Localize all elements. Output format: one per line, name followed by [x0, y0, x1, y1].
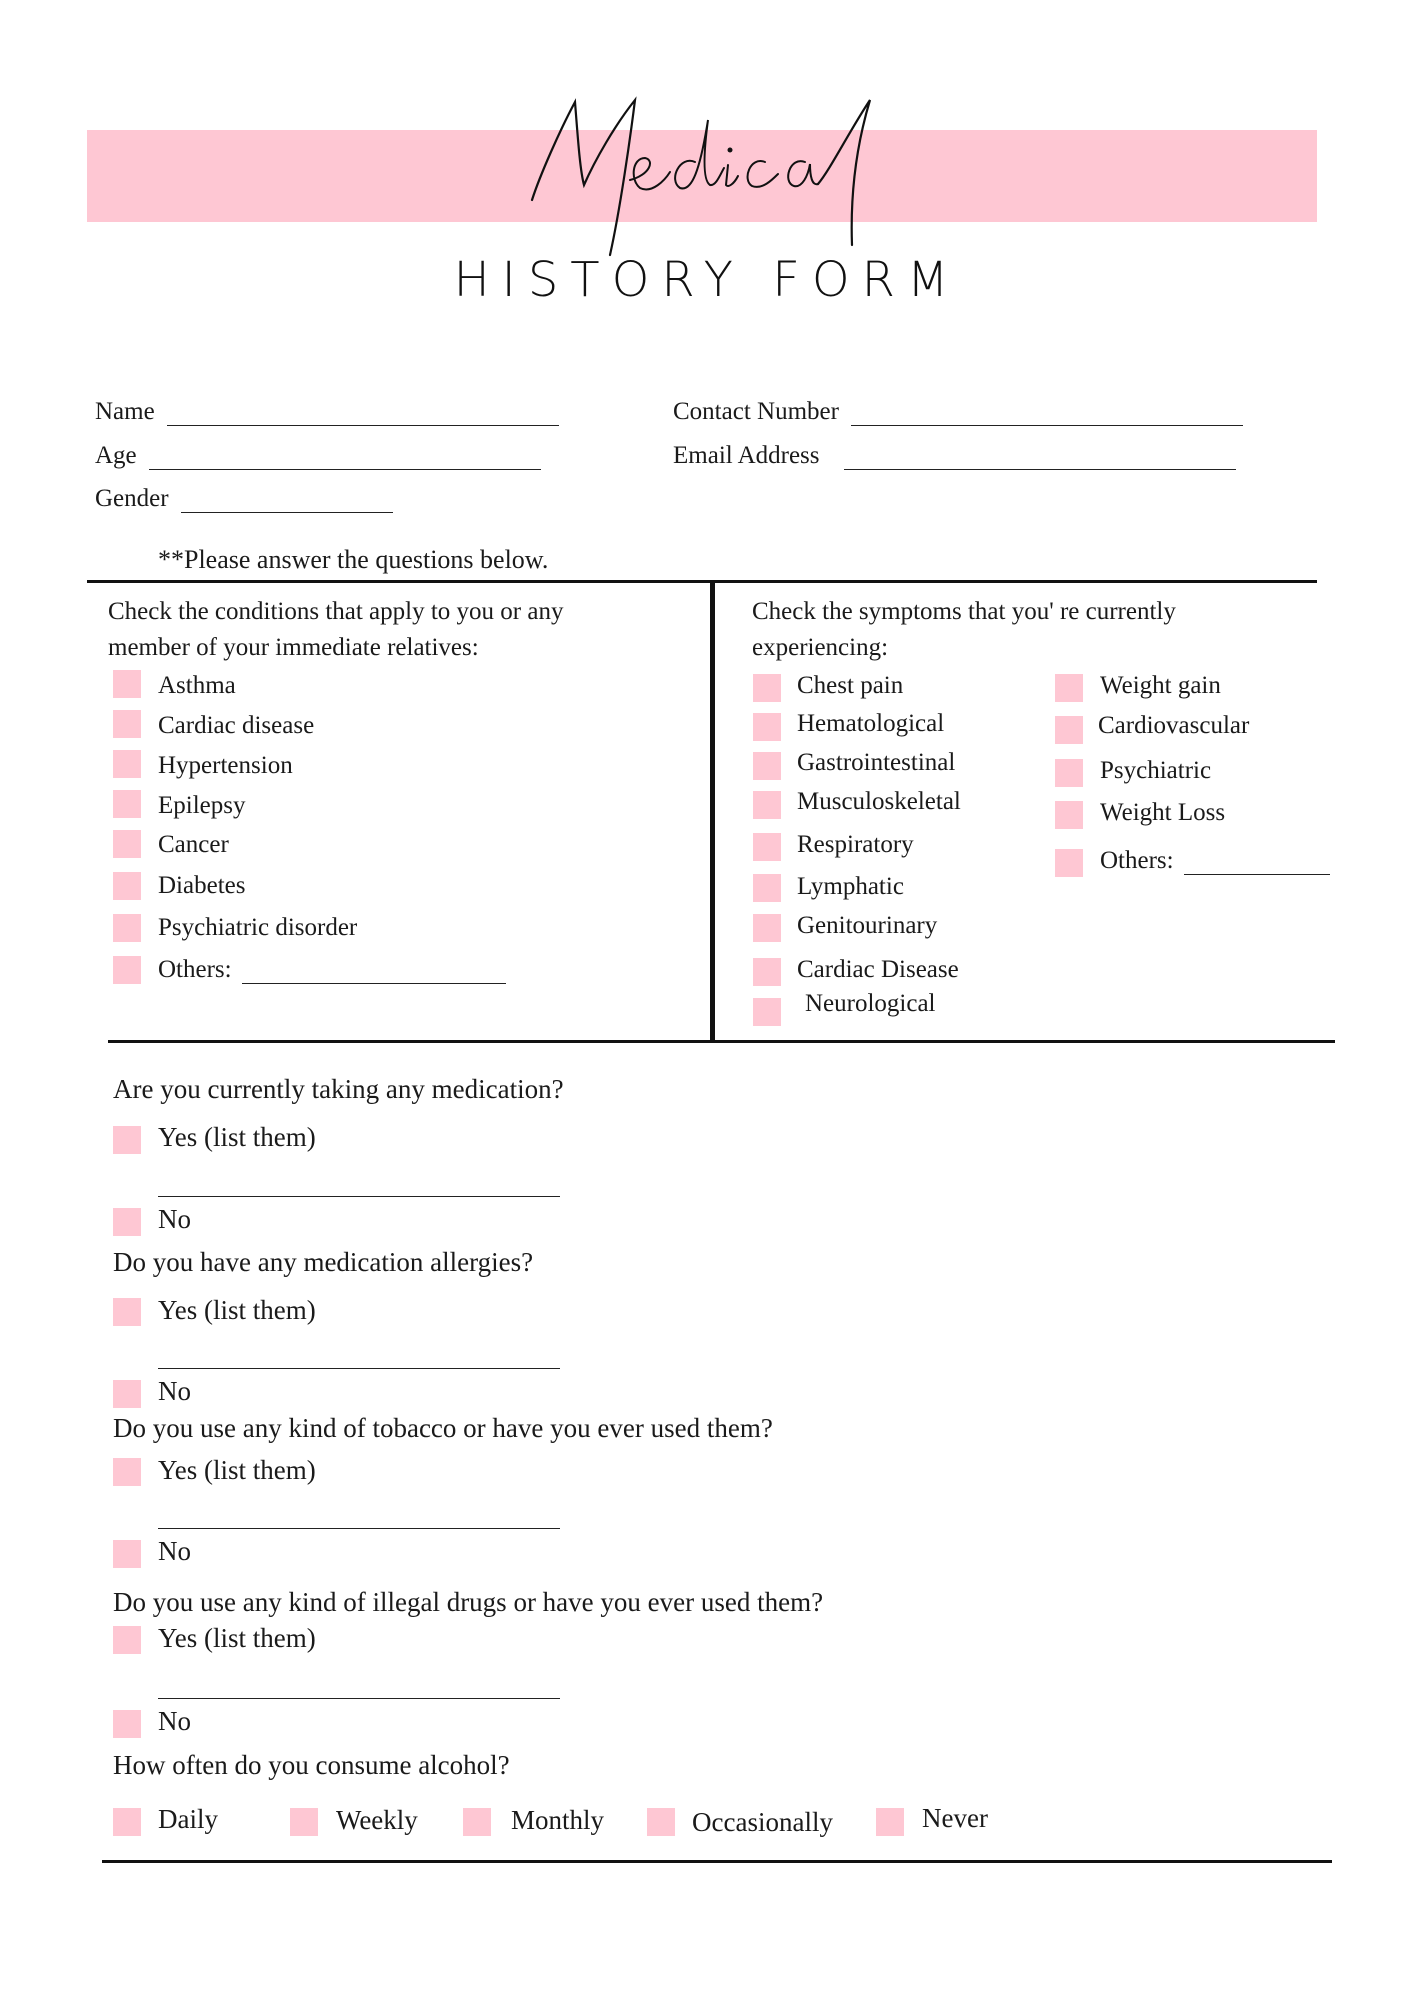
alcohol-option-label: Weekly [336, 1805, 418, 1835]
checkbox-psychiatric[interactable] [1055, 759, 1083, 787]
instruction-text: **Please answer the questions below. [158, 545, 549, 574]
option-no-label: No [158, 1204, 191, 1234]
option-no-label: No [158, 1706, 191, 1736]
question-tobacco: Do you use any kind of tobacco or have you ever used them? [113, 1413, 773, 1443]
alcohol-option-label: Daily [158, 1804, 218, 1834]
symptom-label: Gastrointestinal [797, 749, 956, 776]
checkbox-musculoskeletal[interactable] [753, 791, 781, 819]
name-label: Name [95, 398, 155, 425]
checkbox-drugs-no[interactable] [113, 1710, 141, 1738]
checkbox-cancer[interactable] [113, 830, 141, 858]
symptom-label: Genitourinary [797, 912, 938, 939]
symptom-label: Cardiac Disease [797, 956, 959, 983]
checkbox-respiratory[interactable] [753, 833, 781, 861]
checkbox-conditions-others[interactable] [113, 956, 141, 984]
checkbox-alcohol-never[interactable] [876, 1808, 904, 1836]
checkbox-genitourinary[interactable] [753, 914, 781, 942]
checkbox-weight-gain[interactable] [1055, 674, 1083, 702]
section-bottom-rule [108, 1040, 1335, 1043]
checkbox-epilepsy[interactable] [113, 790, 141, 818]
condition-label: Asthma [158, 672, 236, 699]
symptom-label: Cardiovascular [1098, 712, 1250, 739]
checkbox-alcohol-monthly[interactable] [463, 1808, 491, 1836]
symptoms-heading-1: Check the symptoms that you' re currently [752, 598, 1176, 625]
checkbox-symptoms-others[interactable] [1055, 849, 1083, 877]
checkbox-alcohol-weekly[interactable] [290, 1808, 318, 1836]
gender-input-line[interactable] [181, 486, 393, 513]
conditions-heading-2: member of your immediate relatives: [108, 634, 479, 661]
conditions-others-line[interactable] [242, 959, 506, 984]
symptom-label: Chest pain [797, 672, 904, 699]
section-top-rule [87, 580, 1317, 583]
condition-label: Hypertension [158, 752, 293, 779]
checkbox-tobacco-no[interactable] [113, 1540, 141, 1568]
contact-input-line[interactable] [851, 399, 1243, 426]
checkbox-medication-yes[interactable] [113, 1126, 141, 1154]
symptom-label: Hematological [797, 710, 945, 737]
drugs-list-line[interactable] [158, 1674, 560, 1699]
tobacco-list-line[interactable] [158, 1504, 560, 1529]
checkbox-asthma[interactable] [113, 670, 141, 698]
section-divider [710, 582, 715, 1042]
checkbox-psychiatric-disorder[interactable] [113, 914, 141, 942]
form-subtitle: HISTORY FORM [453, 252, 961, 308]
contact-label: Contact Number [673, 398, 839, 425]
option-yes-label: Yes (list them) [158, 1295, 316, 1325]
email-field[interactable] [673, 442, 1236, 470]
symptoms-others-line[interactable] [1184, 850, 1330, 875]
condition-label: Others: [158, 956, 232, 983]
checkbox-tobacco-yes[interactable] [113, 1458, 141, 1486]
symptom-label: Musculoskeletal [797, 788, 961, 815]
checkbox-weight-loss[interactable] [1055, 801, 1083, 829]
email-label: Email Address [673, 442, 820, 469]
conditions-heading-1: Check the conditions that apply to you or any [108, 598, 564, 625]
checkbox-cardiac-disease[interactable] [113, 710, 141, 738]
question-drugs: Do you use any kind of illegal drugs or have you ever used them? [113, 1587, 824, 1617]
symptom-label: Respiratory [797, 831, 914, 858]
option-yes-label: Yes (list them) [158, 1623, 316, 1653]
checkbox-gastrointestinal[interactable] [753, 752, 781, 780]
checkbox-cardiac-disease-symptom[interactable] [753, 958, 781, 986]
medication-list-line[interactable] [158, 1172, 560, 1197]
symptom-label: Weight gain [1100, 672, 1221, 699]
option-no-label: No [158, 1536, 191, 1566]
symptom-label: Lymphatic [797, 873, 904, 900]
checkbox-lymphatic[interactable] [753, 874, 781, 902]
symptom-label: Weight Loss [1100, 799, 1226, 826]
alcohol-option-label: Monthly [511, 1805, 605, 1835]
checkbox-hypertension[interactable] [113, 750, 141, 778]
question-medication: Are you currently taking any medication? [113, 1074, 564, 1104]
symptom-label: Others: [1100, 847, 1174, 874]
gender-label: Gender [95, 485, 169, 512]
checkbox-allergies-yes[interactable] [113, 1298, 141, 1326]
checkbox-cardiovascular[interactable] [1055, 716, 1083, 744]
email-input-line[interactable] [844, 443, 1236, 470]
symptom-label: Neurological [805, 990, 936, 1017]
medical-script-title [480, 80, 920, 260]
condition-label: Psychiatric disorder [158, 914, 358, 941]
form-bottom-rule [102, 1860, 1332, 1863]
age-label: Age [95, 442, 137, 469]
symptom-label: Psychiatric [1100, 757, 1212, 784]
checkbox-diabetes[interactable] [113, 872, 141, 900]
checkbox-drugs-yes[interactable] [113, 1626, 141, 1654]
option-no-label: No [158, 1376, 191, 1406]
option-yes-label: Yes (list them) [158, 1122, 316, 1152]
age-input-line[interactable] [149, 443, 541, 470]
checkbox-alcohol-occasionally[interactable] [647, 1808, 675, 1836]
conditions-others-field[interactable] [158, 956, 506, 984]
checkbox-hematological[interactable] [753, 713, 781, 741]
name-field[interactable] [95, 398, 559, 426]
age-field[interactable] [95, 442, 541, 470]
alcohol-option-label: Occasionally [692, 1807, 833, 1837]
checkbox-chest-pain[interactable] [753, 674, 781, 702]
checkbox-alcohol-daily[interactable] [113, 1808, 141, 1836]
allergies-list-line[interactable] [158, 1344, 560, 1369]
symptoms-heading-2: experiencing: [752, 634, 889, 661]
checkbox-allergies-no[interactable] [113, 1380, 141, 1408]
symptoms-others-field[interactable] [1100, 847, 1330, 875]
question-alcohol: How often do you consume alcohol? [113, 1750, 510, 1780]
contact-field[interactable] [673, 398, 1243, 426]
name-input-line[interactable] [167, 399, 559, 426]
option-yes-label: Yes (list them) [158, 1455, 316, 1485]
question-allergies: Do you have any medication allergies? [113, 1247, 534, 1277]
checkbox-medication-no[interactable] [113, 1208, 141, 1236]
condition-label: Epilepsy [158, 792, 246, 819]
condition-label: Diabetes [158, 872, 246, 899]
condition-label: Cancer [158, 831, 229, 858]
condition-label: Cardiac disease [158, 712, 315, 739]
gender-field[interactable] [95, 485, 393, 513]
checkbox-neurological[interactable] [753, 998, 781, 1026]
alcohol-option-label: Never [922, 1803, 988, 1833]
